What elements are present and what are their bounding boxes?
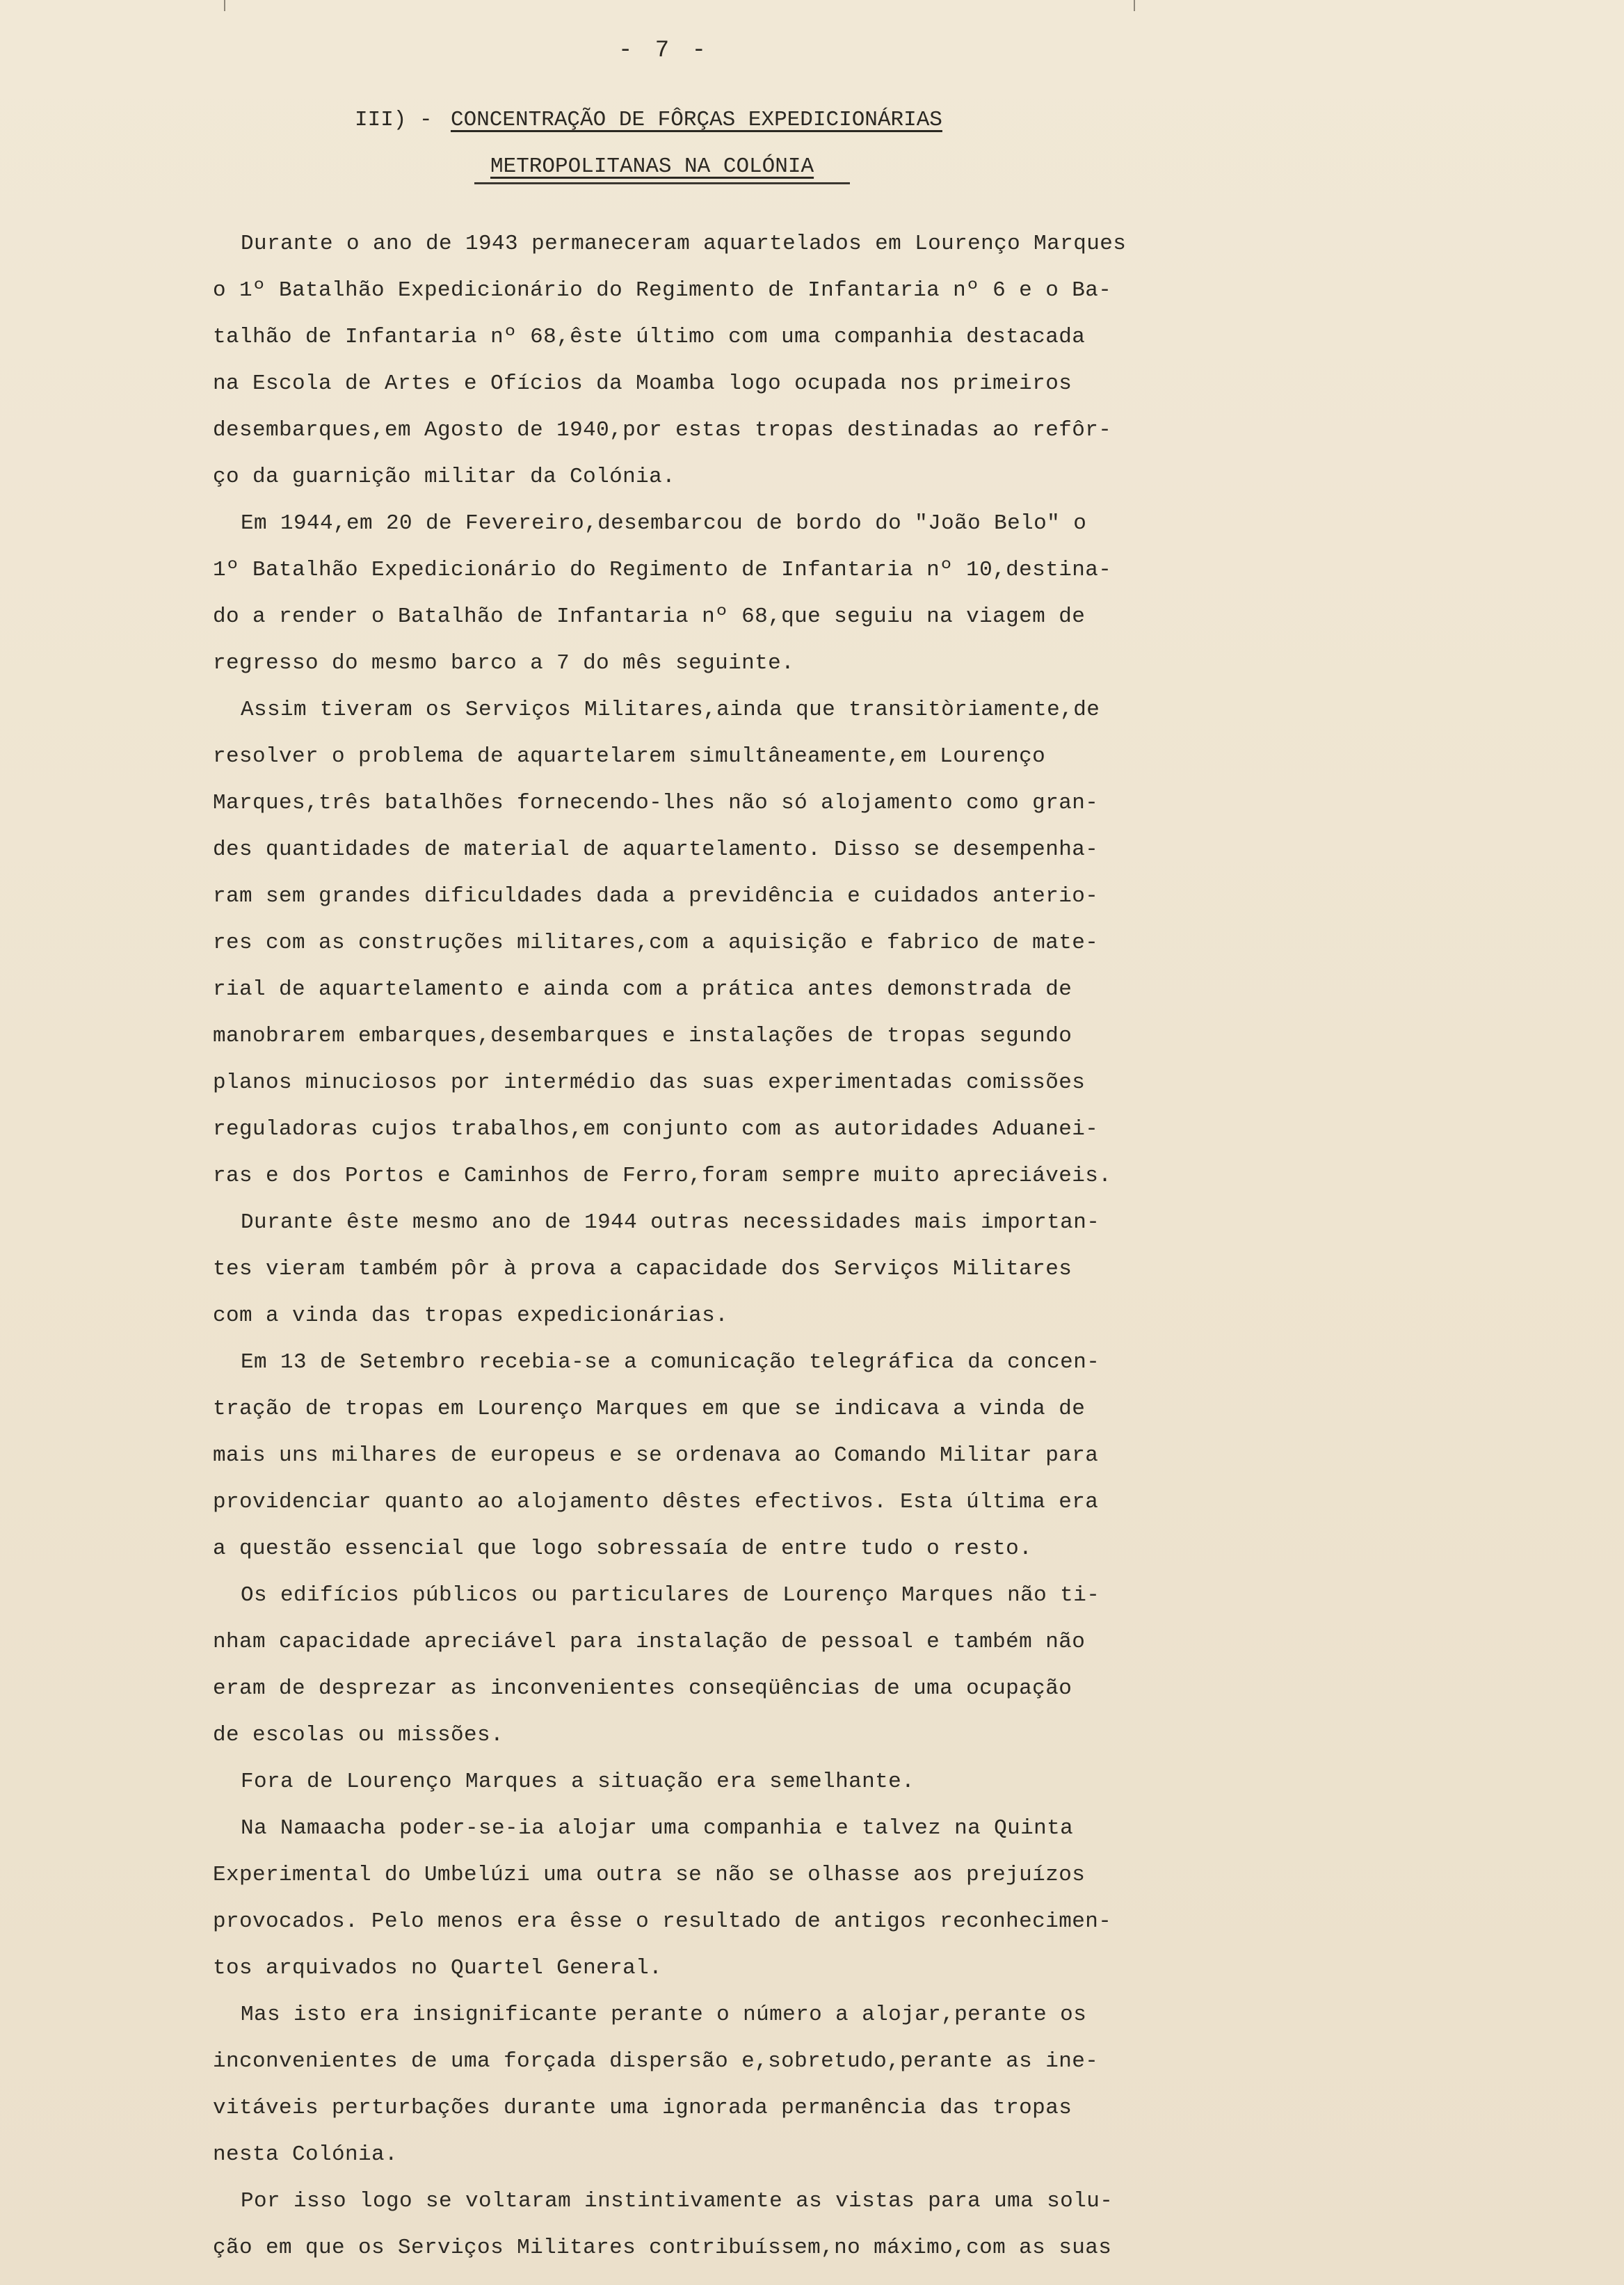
text-line: o 1º Batalhão Expedicionário do Regimento de Infantaria nº 6 e o Ba- <box>213 278 1112 303</box>
heading-underline <box>474 182 850 184</box>
text-line: Assim tiveram os Serviços Militares,ainda que transitòriamente,de <box>241 698 1100 722</box>
text-line: Marques,três batalhões fornecendo-lhes não só alojamento como gran- <box>213 791 1099 815</box>
text-line: nham capacidade apreciável para instalação de pessoal e também não <box>213 1630 1086 1654</box>
text-line: desembarques,em Agosto de 1940,por estas tropas destinadas ao refôr- <box>213 418 1112 442</box>
text-line: na Escola de Artes e Ofícios da Moamba logo ocupada nos primeiros <box>213 371 1072 396</box>
text-line: manobrarem embarques,desembarques e instalações de tropas segundo <box>213 1024 1072 1048</box>
section-title-line-2: METROPOLITANAS NA COLÓNIA <box>490 154 814 179</box>
text-line: do a render o Batalhão de Infantaria nº 68,que seguiu na viagem de <box>213 604 1086 629</box>
text-line: regresso do mesmo barco a 7 do mês seguinte. <box>213 651 795 675</box>
text-line: a questão essencial que logo sobressaía de entre tudo o resto. <box>213 1537 1033 1561</box>
text-line: talhão de Infantaria nº 68,êste último com uma companhia destacada <box>213 325 1086 349</box>
text-line: ço da guarnição militar da Colónia. <box>213 465 676 489</box>
text-line: Em 13 de Setembro recebia-se a comunicação telegráfica da concen- <box>241 1350 1100 1374</box>
text-line: inconvenientes de uma forçada dispersão e,sobretudo,perante as ine- <box>213 2049 1099 2074</box>
text-line: Na Namaacha poder-se-ia alojar uma companhia e talvez na Quinta <box>241 1816 1074 1841</box>
text-line: planos minuciosos por intermédio das suas experimentadas comissões <box>213 1071 1086 1095</box>
text-line: 1º Batalhão Expedicionário do Regimento de Infantaria nº 10,destina- <box>213 558 1112 582</box>
text-line: resolver o problema de aquartelarem simultâneamente,em Lourenço <box>213 744 1046 769</box>
page-number: - 7 - <box>618 38 711 64</box>
text-line: Fora de Lourenço Marques a situação era semelhante. <box>241 1770 915 1794</box>
section-title-line-1: CONCENTRAÇÃO DE FÔRÇAS EXPEDICIONÁRIAS <box>451 108 942 132</box>
text-line: ram sem grandes dificuldades dada a previdência e cuidados anterio- <box>213 884 1099 908</box>
body-text <box>213 227 1173 2277</box>
text-line: tos arquivados no Quartel General. <box>213 1956 663 1980</box>
text-line: providenciar quanto ao alojamento dêstes efectivos. Esta última era <box>213 1490 1099 1514</box>
text-line: tração de tropas em Lourenço Marques em que se indicava a vinda de <box>213 1397 1086 1421</box>
text-line: res com as construções militares,com a aquisição e fabrico de mate- <box>213 931 1099 955</box>
text-line: vitáveis perturbações durante uma ignorada permanência das tropas <box>213 2096 1072 2120</box>
text-line: Mas isto era insignificante perante o número a alojar,perante os <box>241 2003 1087 2027</box>
top-margin-mark-left <box>224 0 225 11</box>
text-line: rial de aquartelamento e ainda com a prática antes demonstrada de <box>213 977 1072 1002</box>
text-line: Por isso logo se voltaram instintivamente as vistas para uma solu- <box>241 2189 1114 2213</box>
text-line: des quantidades de material de aquartelamento. Disso se desempenha- <box>213 837 1099 862</box>
text-line: de escolas ou missões. <box>213 1723 504 1747</box>
text-line: ras e dos Portos e Caminhos de Ferro,foram sempre muito apreciáveis. <box>213 1164 1112 1188</box>
text-line: tes vieram também pôr à prova a capacidade dos Serviços Militares <box>213 1257 1072 1281</box>
text-line: mais uns milhares de europeus e se ordenava ao Comando Militar para <box>213 1443 1099 1468</box>
text-line: ção em que os Serviços Militares contribuíssem,no máximo,com as suas <box>213 2236 1112 2260</box>
text-line: Durante o ano de 1943 permaneceram aquartelados em Lourenço Marques <box>241 232 1127 256</box>
text-line: provocados. Pelo menos era êsse o resultado de antigos reconhecimen- <box>213 1909 1112 1934</box>
section-number: III) - <box>355 108 433 132</box>
text-line: Em 1944,em 20 de Fevereiro,desembarcou de bordo do "João Belo" o <box>241 511 1087 536</box>
text-line: nesta Colónia. <box>213 2142 399 2167</box>
top-margin-mark-right <box>1134 0 1135 11</box>
text-line: Os edifícios públicos ou particulares de Lourenço Marques não ti- <box>241 1583 1100 1607</box>
text-line: reguladoras cujos trabalhos,em conjunto com as autoridades Aduanei- <box>213 1117 1099 1141</box>
text-line: com a vinda das tropas expedicionárias. <box>213 1304 729 1328</box>
text-line: eram de desprezar as inconvenientes conseqüências de uma ocupação <box>213 1676 1072 1701</box>
text-line: Experimental do Umbelúzi uma outra se não se olhasse aos prejuízos <box>213 1863 1086 1887</box>
text-line: Durante êste mesmo ano de 1944 outras necessidades mais importan- <box>241 1210 1100 1235</box>
